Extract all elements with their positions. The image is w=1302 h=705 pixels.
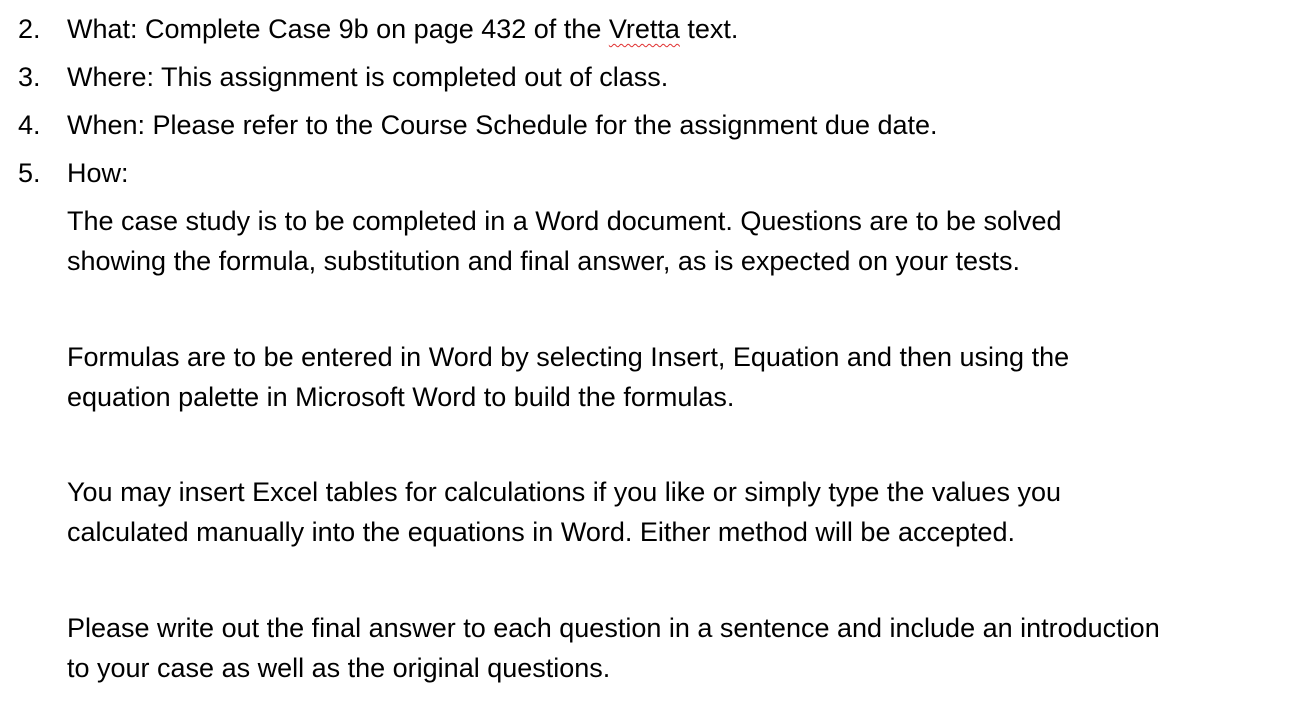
paragraph-line: The case study is to be completed in a Word document. Questions are to be solved: [67, 206, 1062, 236]
paragraph-line: You may insert Excel tables for calculations if you like or simply type the values you: [67, 477, 1061, 507]
paragraph-excel: [67, 472, 1297, 552]
list-number: 3.: [18, 62, 41, 92]
list-number: 5.: [18, 158, 41, 188]
paragraph-line: Formulas are to be entered in Word by selecting Insert, Equation and then using the: [67, 342, 1070, 372]
paragraph-final-answer: [67, 608, 1297, 688]
paragraph-formulas: [67, 337, 1297, 417]
paragraph-line: to your case as well as the original questions.: [67, 653, 611, 683]
list-text-before: What: Complete Case 9b on page 432 of the: [67, 14, 609, 44]
paragraph-line: Please write out the final answer to each question in a sentence and include an introduction: [67, 613, 1160, 643]
list-number: 2.: [18, 14, 41, 44]
list-text: [67, 9, 738, 49]
list-text: When: Please refer to the Course Schedule for the assignment due date.: [67, 110, 938, 140]
paragraph-line: showing the formula, substitution and final answer, as is expected on your tests.: [67, 246, 1021, 276]
list-text: Where: This assignment is completed out of class.: [67, 62, 669, 92]
paragraph-line: calculated manually into the equations in Word. Either method will be accepted.: [67, 517, 1016, 547]
paragraph-case-study: [67, 201, 1297, 281]
spellcheck-flagged-word[interactable]: Vretta: [608, 14, 680, 44]
list-text: How:: [67, 158, 129, 188]
list-text-after: text.: [679, 14, 739, 44]
paragraph-line: equation palette in Microsoft Word to build the formulas.: [67, 382, 735, 412]
list-number: 4.: [18, 110, 41, 140]
